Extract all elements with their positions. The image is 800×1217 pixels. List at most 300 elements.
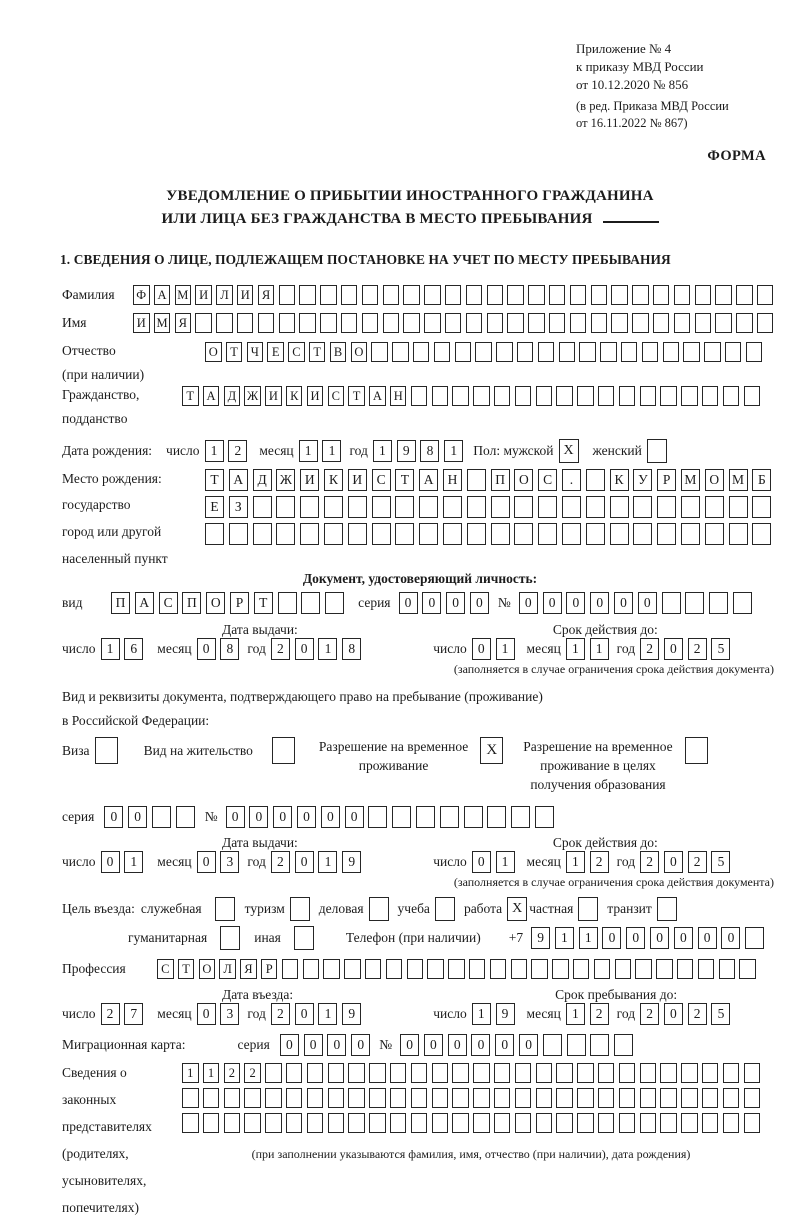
form-cell[interactable] <box>702 386 719 406</box>
form-cell[interactable] <box>496 342 513 362</box>
form-cell[interactable]: А <box>154 285 171 305</box>
form-cell[interactable] <box>448 959 465 979</box>
form-cell[interactable] <box>413 342 430 362</box>
form-cell[interactable]: К <box>324 469 343 491</box>
form-cell[interactable] <box>600 342 617 362</box>
form-cell[interactable] <box>432 386 449 406</box>
form-cell[interactable]: Р <box>657 469 676 491</box>
form-cell[interactable] <box>411 1063 428 1083</box>
form-cell[interactable] <box>432 1063 449 1083</box>
form-cell[interactable] <box>573 959 590 979</box>
form-cell[interactable] <box>702 1063 719 1083</box>
form-cell[interactable]: К <box>286 386 303 406</box>
form-cell[interactable] <box>344 959 361 979</box>
form-cell[interactable] <box>702 1088 719 1108</box>
form-cell[interactable] <box>562 523 581 545</box>
form-cell[interactable] <box>704 342 721 362</box>
form-cell[interactable]: . <box>562 469 581 491</box>
form-cell[interactable]: Д <box>224 386 241 406</box>
form-cell[interactable] <box>660 1063 677 1083</box>
form-cell[interactable] <box>320 285 337 305</box>
form-cell[interactable]: Ж <box>244 386 261 406</box>
form-cell[interactable] <box>594 959 611 979</box>
form-cell[interactable]: 1 <box>579 927 598 949</box>
form-cell[interactable]: И <box>300 469 319 491</box>
title-blank-line[interactable] <box>603 207 659 223</box>
form-cell[interactable] <box>559 342 576 362</box>
form-cell[interactable]: 2 <box>640 638 659 660</box>
form-cell[interactable] <box>490 959 507 979</box>
form-cell[interactable]: 2 <box>101 1003 120 1025</box>
form-cell[interactable] <box>452 1088 469 1108</box>
form-cell[interactable] <box>392 342 409 362</box>
form-cell[interactable]: 8 <box>342 638 361 660</box>
form-cell[interactable] <box>656 959 673 979</box>
form-cell[interactable] <box>705 496 724 518</box>
form-cell[interactable] <box>365 959 382 979</box>
form-cell[interactable] <box>487 313 504 333</box>
form-cell[interactable] <box>443 523 462 545</box>
form-cell[interactable]: 5 <box>711 851 730 873</box>
form-cell[interactable] <box>348 1113 365 1133</box>
form-cell[interactable] <box>276 523 295 545</box>
form-cell[interactable]: Н <box>443 469 462 491</box>
form-cell[interactable] <box>491 496 510 518</box>
form-cell[interactable]: 2 <box>688 638 707 660</box>
form-cell[interactable]: 0 <box>197 1003 216 1025</box>
form-cell[interactable]: 1 <box>566 1003 585 1025</box>
form-cell[interactable]: 0 <box>519 1034 538 1056</box>
form-cell[interactable] <box>341 313 358 333</box>
form-cell[interactable]: 0 <box>422 592 441 614</box>
form-cell[interactable]: 0 <box>104 806 123 828</box>
form-cell[interactable] <box>372 496 391 518</box>
form-cell[interactable] <box>395 496 414 518</box>
form-cell[interactable]: 1 <box>318 851 337 873</box>
purpose-chastnaya-checkbox[interactable] <box>578 897 598 921</box>
form-cell[interactable] <box>303 959 320 979</box>
form-cell[interactable] <box>752 496 771 518</box>
form-cell[interactable] <box>757 285 774 305</box>
form-cell[interactable] <box>440 806 459 828</box>
form-cell[interactable]: Я <box>258 285 275 305</box>
form-cell[interactable]: 0 <box>721 927 740 949</box>
form-cell[interactable]: 0 <box>197 638 216 660</box>
form-cell[interactable] <box>705 523 724 545</box>
form-cell[interactable]: Ф <box>133 285 150 305</box>
form-cell[interactable] <box>662 592 681 614</box>
form-cell[interactable] <box>467 523 486 545</box>
form-cell[interactable]: 0 <box>614 592 633 614</box>
form-cell[interactable]: 8 <box>220 638 239 660</box>
purpose-sluzhebnaya-checkbox[interactable] <box>215 897 235 921</box>
form-cell[interactable] <box>494 1088 511 1108</box>
form-cell[interactable]: 1 <box>318 1003 337 1025</box>
form-cell[interactable]: 1 <box>496 851 515 873</box>
form-cell[interactable]: Л <box>219 959 236 979</box>
form-cell[interactable] <box>715 313 732 333</box>
form-cell[interactable]: 0 <box>650 927 669 949</box>
form-cell[interactable] <box>683 342 700 362</box>
form-cell[interactable]: О <box>206 592 225 614</box>
form-cell[interactable] <box>390 1063 407 1083</box>
form-cell[interactable]: 0 <box>664 1003 683 1025</box>
form-cell[interactable] <box>591 313 608 333</box>
form-cell[interactable]: 3 <box>220 1003 239 1025</box>
form-cell[interactable] <box>452 1063 469 1083</box>
form-cell[interactable] <box>736 313 753 333</box>
form-cell[interactable]: Т <box>178 959 195 979</box>
form-cell[interactable] <box>487 806 506 828</box>
form-cell[interactable]: 1 <box>124 851 143 873</box>
form-cell[interactable] <box>702 1113 719 1133</box>
form-cell[interactable]: 7 <box>124 1003 143 1025</box>
form-cell[interactable]: 1 <box>472 1003 491 1025</box>
form-cell[interactable] <box>733 592 752 614</box>
form-cell[interactable]: С <box>538 469 557 491</box>
form-cell[interactable]: 0 <box>638 592 657 614</box>
form-cell[interactable]: 0 <box>674 927 693 949</box>
form-cell[interactable] <box>265 1088 282 1108</box>
form-cell[interactable] <box>633 523 652 545</box>
form-cell[interactable]: 0 <box>345 806 364 828</box>
form-cell[interactable] <box>368 806 387 828</box>
form-cell[interactable] <box>362 285 379 305</box>
form-cell[interactable]: 2 <box>244 1063 261 1083</box>
form-cell[interactable] <box>434 342 451 362</box>
form-cell[interactable]: Р <box>261 959 278 979</box>
form-cell[interactable]: С <box>159 592 178 614</box>
form-cell[interactable] <box>224 1088 241 1108</box>
form-cell[interactable] <box>660 1088 677 1108</box>
form-cell[interactable] <box>455 342 472 362</box>
form-cell[interactable] <box>709 592 728 614</box>
form-cell[interactable] <box>556 386 573 406</box>
form-cell[interactable] <box>614 1034 633 1056</box>
form-cell[interactable] <box>494 1063 511 1083</box>
form-cell[interactable]: И <box>307 386 324 406</box>
form-cell[interactable] <box>278 592 297 614</box>
form-cell[interactable]: 0 <box>424 1034 443 1056</box>
form-cell[interactable] <box>757 313 774 333</box>
form-cell[interactable] <box>562 496 581 518</box>
form-cell[interactable] <box>362 313 379 333</box>
form-cell[interactable] <box>427 959 444 979</box>
form-cell[interactable]: 9 <box>342 851 361 873</box>
form-cell[interactable]: У <box>633 469 652 491</box>
form-cell[interactable]: Т <box>395 469 414 491</box>
form-cell[interactable] <box>491 523 510 545</box>
form-cell[interactable] <box>494 1113 511 1133</box>
form-cell[interactable]: 0 <box>471 1034 490 1056</box>
form-cell[interactable] <box>432 1088 449 1108</box>
purpose-tranzit-checkbox[interactable] <box>657 897 677 921</box>
form-cell[interactable]: 0 <box>273 806 292 828</box>
form-cell[interactable] <box>719 959 736 979</box>
form-cell[interactable] <box>744 1063 761 1083</box>
form-cell[interactable]: И <box>133 313 150 333</box>
form-cell[interactable] <box>517 342 534 362</box>
temp-residence-checkbox[interactable]: X <box>480 737 503 764</box>
form-cell[interactable] <box>528 313 545 333</box>
visa-checkbox[interactable] <box>95 737 118 764</box>
form-cell[interactable]: 0 <box>698 927 717 949</box>
form-cell[interactable] <box>176 806 195 828</box>
form-cell[interactable] <box>685 592 704 614</box>
form-cell[interactable] <box>729 496 748 518</box>
form-cell[interactable]: 6 <box>124 638 143 660</box>
form-cell[interactable]: Е <box>267 342 284 362</box>
form-cell[interactable]: П <box>491 469 510 491</box>
form-cell[interactable] <box>265 1063 282 1083</box>
form-cell[interactable]: 1 <box>566 851 585 873</box>
form-cell[interactable] <box>320 313 337 333</box>
form-cell[interactable] <box>407 959 424 979</box>
form-cell[interactable] <box>452 1113 469 1133</box>
form-cell[interactable] <box>598 1063 615 1083</box>
form-cell[interactable]: М <box>154 313 171 333</box>
form-cell[interactable] <box>473 1113 490 1133</box>
form-cell[interactable]: О <box>514 469 533 491</box>
form-cell[interactable] <box>416 806 435 828</box>
form-cell[interactable] <box>383 313 400 333</box>
residence-permit-checkbox[interactable] <box>272 737 295 764</box>
form-cell[interactable] <box>324 496 343 518</box>
form-cell[interactable]: 2 <box>640 851 659 873</box>
form-cell[interactable] <box>216 313 233 333</box>
form-cell[interactable] <box>300 496 319 518</box>
form-cell[interactable]: 0 <box>295 851 314 873</box>
form-cell[interactable] <box>511 959 528 979</box>
form-cell[interactable]: 0 <box>495 1034 514 1056</box>
form-cell[interactable]: 0 <box>626 927 645 949</box>
form-cell[interactable]: 0 <box>321 806 340 828</box>
form-cell[interactable] <box>411 1088 428 1108</box>
form-cell[interactable]: 0 <box>249 806 268 828</box>
form-cell[interactable]: М <box>729 469 748 491</box>
form-cell[interactable]: А <box>135 592 154 614</box>
form-cell[interactable]: Т <box>182 386 199 406</box>
form-cell[interactable] <box>538 523 557 545</box>
form-cell[interactable] <box>536 1063 553 1083</box>
form-cell[interactable] <box>619 1088 636 1108</box>
form-cell[interactable] <box>674 313 691 333</box>
form-cell[interactable] <box>660 1113 677 1133</box>
form-cell[interactable] <box>681 386 698 406</box>
form-cell[interactable] <box>445 313 462 333</box>
form-cell[interactable]: П <box>111 592 130 614</box>
form-cell[interactable] <box>723 386 740 406</box>
form-cell[interactable]: 0 <box>590 592 609 614</box>
form-cell[interactable] <box>598 386 615 406</box>
form-cell[interactable] <box>657 496 676 518</box>
form-cell[interactable]: 1 <box>590 638 609 660</box>
form-cell[interactable] <box>536 1088 553 1108</box>
form-cell[interactable] <box>663 342 680 362</box>
form-cell[interactable]: 1 <box>496 638 515 660</box>
form-cell[interactable] <box>640 386 657 406</box>
form-cell[interactable] <box>621 342 638 362</box>
form-cell[interactable] <box>610 496 629 518</box>
form-cell[interactable] <box>432 1113 449 1133</box>
form-cell[interactable]: 9 <box>342 1003 361 1025</box>
form-cell[interactable] <box>514 496 533 518</box>
form-cell[interactable]: 1 <box>101 638 120 660</box>
form-cell[interactable]: Т <box>309 342 326 362</box>
form-cell[interactable] <box>723 1113 740 1133</box>
form-cell[interactable]: 2 <box>271 638 290 660</box>
form-cell[interactable]: 0 <box>602 927 621 949</box>
form-cell[interactable]: Р <box>230 592 249 614</box>
form-cell[interactable]: 9 <box>531 927 550 949</box>
form-cell[interactable] <box>598 1113 615 1133</box>
form-cell[interactable]: И <box>237 285 254 305</box>
form-cell[interactable]: М <box>681 469 700 491</box>
form-cell[interactable] <box>698 959 715 979</box>
form-cell[interactable]: 0 <box>543 592 562 614</box>
form-cell[interactable] <box>653 313 670 333</box>
form-cell[interactable]: Т <box>348 386 365 406</box>
form-cell[interactable] <box>369 1063 386 1083</box>
form-cell[interactable]: 0 <box>295 1003 314 1025</box>
form-cell[interactable] <box>328 1113 345 1133</box>
form-cell[interactable] <box>549 285 566 305</box>
form-cell[interactable] <box>253 523 272 545</box>
form-cell[interactable] <box>469 959 486 979</box>
form-cell[interactable] <box>515 1088 532 1108</box>
form-cell[interactable] <box>538 342 555 362</box>
form-cell[interactable]: Ч <box>247 342 264 362</box>
form-cell[interactable] <box>579 342 596 362</box>
form-cell[interactable] <box>299 313 316 333</box>
form-cell[interactable] <box>203 1088 220 1108</box>
form-cell[interactable] <box>341 285 358 305</box>
form-cell[interactable] <box>323 959 340 979</box>
form-cell[interactable]: 0 <box>351 1034 370 1056</box>
form-cell[interactable] <box>619 1063 636 1083</box>
form-cell[interactable] <box>307 1063 324 1083</box>
form-cell[interactable] <box>586 469 605 491</box>
form-cell[interactable] <box>244 1113 261 1133</box>
form-cell[interactable] <box>473 1063 490 1083</box>
form-cell[interactable] <box>348 523 367 545</box>
form-cell[interactable] <box>224 1113 241 1133</box>
form-cell[interactable]: О <box>705 469 724 491</box>
form-cell[interactable]: 1 <box>322 440 341 462</box>
form-cell[interactable] <box>543 1034 562 1056</box>
form-cell[interactable]: В <box>330 342 347 362</box>
form-cell[interactable] <box>556 1063 573 1083</box>
form-cell[interactable]: С <box>328 386 345 406</box>
form-cell[interactable]: 0 <box>664 638 683 660</box>
form-cell[interactable] <box>395 523 414 545</box>
form-cell[interactable] <box>182 1113 199 1133</box>
form-cell[interactable]: 0 <box>304 1034 323 1056</box>
form-cell[interactable] <box>325 592 344 614</box>
form-cell[interactable] <box>195 313 212 333</box>
form-cell[interactable] <box>723 1088 740 1108</box>
form-cell[interactable] <box>515 1113 532 1133</box>
form-cell[interactable] <box>403 313 420 333</box>
form-cell[interactable] <box>445 285 462 305</box>
form-cell[interactable] <box>328 1088 345 1108</box>
form-cell[interactable] <box>515 1063 532 1083</box>
purpose-gumanitarnaya-checkbox[interactable] <box>220 926 240 950</box>
form-cell[interactable]: И <box>195 285 212 305</box>
form-cell[interactable] <box>424 313 441 333</box>
form-cell[interactable]: 2 <box>688 1003 707 1025</box>
form-cell[interactable] <box>301 592 320 614</box>
form-cell[interactable] <box>466 285 483 305</box>
form-cell[interactable]: Л <box>216 285 233 305</box>
form-cell[interactable]: 1 <box>566 638 585 660</box>
form-cell[interactable]: 2 <box>224 1063 241 1083</box>
form-cell[interactable]: 0 <box>101 851 120 873</box>
form-cell[interactable] <box>203 1113 220 1133</box>
form-cell[interactable] <box>591 285 608 305</box>
form-cell[interactable]: 0 <box>226 806 245 828</box>
form-cell[interactable]: 0 <box>470 592 489 614</box>
form-cell[interactable] <box>640 1088 657 1108</box>
form-cell[interactable] <box>567 1034 586 1056</box>
form-cell[interactable] <box>570 313 587 333</box>
form-cell[interactable] <box>633 496 652 518</box>
form-cell[interactable] <box>590 1034 609 1056</box>
form-cell[interactable] <box>570 285 587 305</box>
form-cell[interactable] <box>514 523 533 545</box>
form-cell[interactable]: М <box>175 285 192 305</box>
form-cell[interactable] <box>674 285 691 305</box>
purpose-inaya-checkbox[interactable] <box>294 926 314 950</box>
form-cell[interactable] <box>528 285 545 305</box>
form-cell[interactable]: Т <box>254 592 273 614</box>
sex-female-checkbox[interactable] <box>647 439 667 463</box>
form-cell[interactable] <box>681 523 700 545</box>
form-cell[interactable]: О <box>205 342 222 362</box>
form-cell[interactable]: О <box>199 959 216 979</box>
purpose-turizm-checkbox[interactable] <box>290 897 310 921</box>
form-cell[interactable]: 0 <box>327 1034 346 1056</box>
form-cell[interactable] <box>681 1063 698 1083</box>
form-cell[interactable]: А <box>229 469 248 491</box>
form-cell[interactable]: 1 <box>299 440 318 462</box>
form-cell[interactable]: К <box>610 469 629 491</box>
form-cell[interactable] <box>615 959 632 979</box>
form-cell[interactable] <box>586 496 605 518</box>
purpose-ucheba-checkbox[interactable] <box>435 897 455 921</box>
form-cell[interactable] <box>390 1088 407 1108</box>
form-cell[interactable] <box>577 386 594 406</box>
form-cell[interactable] <box>466 313 483 333</box>
form-cell[interactable] <box>369 1113 386 1133</box>
form-cell[interactable] <box>383 285 400 305</box>
form-cell[interactable] <box>300 523 319 545</box>
form-cell[interactable]: И <box>265 386 282 406</box>
form-cell[interactable] <box>642 342 659 362</box>
form-cell[interactable]: 0 <box>400 1034 419 1056</box>
form-cell[interactable] <box>487 285 504 305</box>
form-cell[interactable]: 1 <box>555 927 574 949</box>
form-cell[interactable]: 2 <box>590 1003 609 1025</box>
form-cell[interactable]: А <box>203 386 220 406</box>
form-cell[interactable] <box>745 927 764 949</box>
form-cell[interactable] <box>549 313 566 333</box>
form-cell[interactable]: 1 <box>205 440 224 462</box>
form-cell[interactable] <box>244 1088 261 1108</box>
form-cell[interactable]: 2 <box>590 851 609 873</box>
form-cell[interactable]: 1 <box>318 638 337 660</box>
form-cell[interactable] <box>619 386 636 406</box>
